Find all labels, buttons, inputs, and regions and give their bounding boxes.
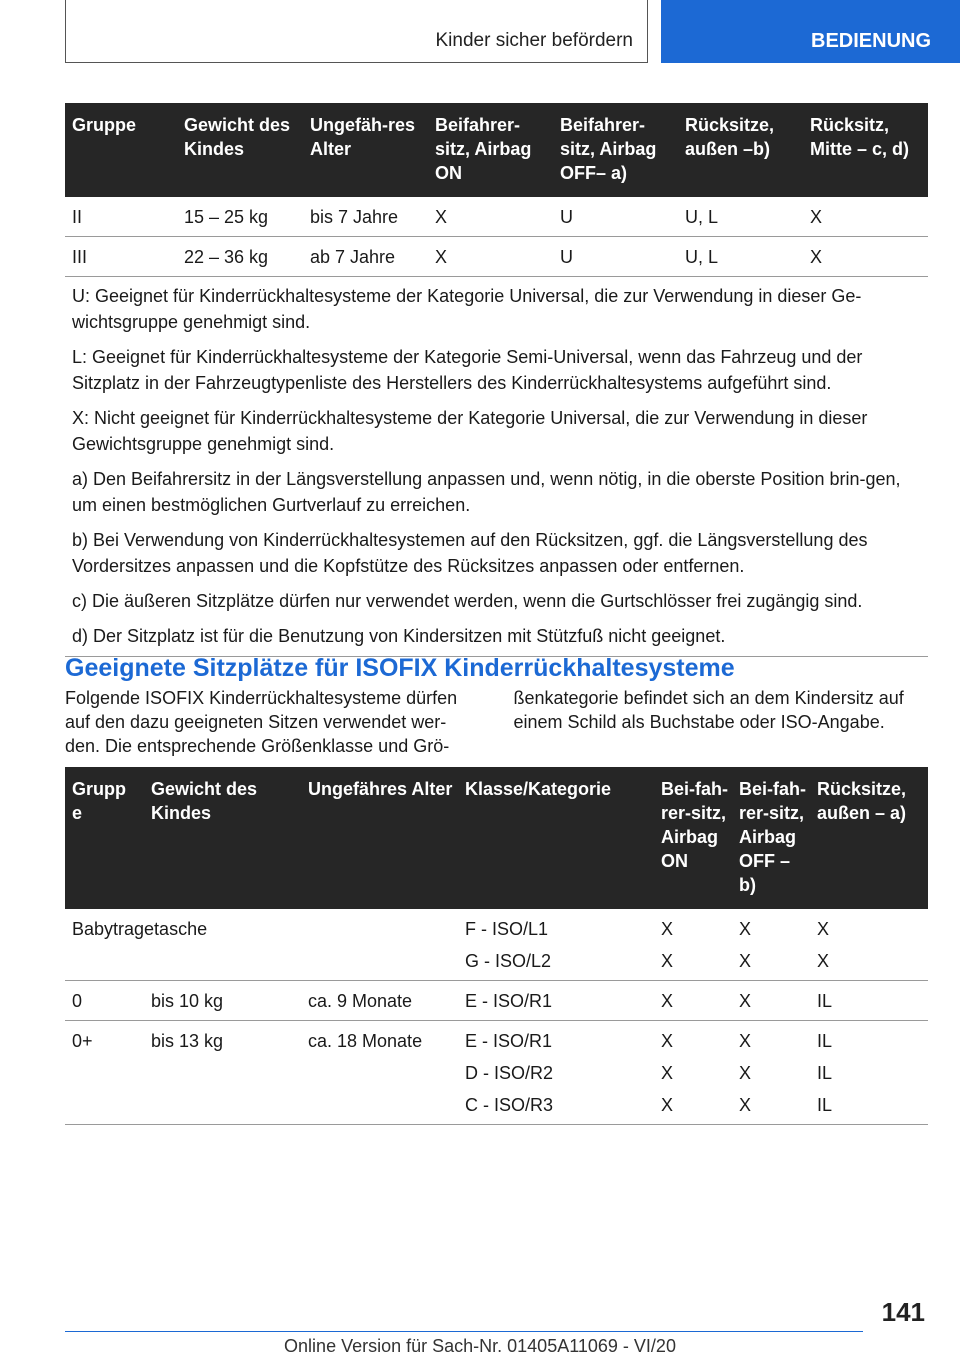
footnote: b) Bei Verwendung von Kinderrückhaltesystemen auf den Rücksitzen, ggf. die Längsverstellung des Vordersitzes anpassen und die Kopfstütze des Rücksitzes anpassen oder entfernen. bbox=[72, 530, 868, 576]
table-cell: U, L bbox=[678, 237, 803, 277]
on-cell bbox=[654, 1021, 732, 1125]
table-row bbox=[65, 1021, 928, 1125]
cell-line: X bbox=[817, 919, 830, 939]
cls-cell bbox=[458, 1021, 654, 1125]
cell-line: X bbox=[739, 1031, 752, 1051]
section-intro bbox=[65, 686, 928, 758]
section-title: Geeignete Sitzplätze für ISOFIX Kinderrückhaltesysteme bbox=[65, 654, 735, 682]
cell-line: X bbox=[739, 1095, 752, 1115]
page-number: 141 bbox=[881, 1297, 925, 1327]
table-header-cell: Rücksitze, außen – a) bbox=[810, 767, 928, 909]
cell-line: X bbox=[739, 919, 752, 939]
table-cell: ab 7 Jahre bbox=[303, 237, 428, 277]
off-cell bbox=[732, 981, 810, 1021]
cell-line: C - ISO/R3 bbox=[465, 1095, 554, 1115]
footnote: L: Geeignet für Kinderrückhaltesysteme der Kategorie Semi-Universal, wenn das Fahrzeug und der Sitzplatz in der Fahrzeugtypenliste des Herstellers des Kinderrückhaltesystems aufgeführt sind. bbox=[72, 347, 863, 393]
table-header-cell: Ungefäh-res Alter bbox=[303, 103, 428, 197]
cell-line: X bbox=[661, 1095, 674, 1115]
table-header-cell: Bei-fah-rer-sitz, Airbag ON bbox=[654, 767, 732, 909]
table-header-cell: Gewicht des Kindes bbox=[177, 103, 303, 197]
table-header-cell: Bei-fah-rer-sitz, Airbag OFF – b) bbox=[732, 767, 810, 909]
cell-line: IL bbox=[817, 1095, 833, 1115]
off-cell bbox=[732, 1021, 810, 1125]
table-cell: X bbox=[803, 237, 928, 277]
cell-line: F - ISO/L1 bbox=[465, 919, 549, 939]
table-header-cell: Ungefähres Alter bbox=[301, 767, 458, 909]
footnote: X: Nicht geeignet für Kinderrückhaltesysteme der Kategorie Universal, die zur Verwendung in dieser Gewichtsgruppe genehmigt sind. bbox=[72, 408, 868, 454]
table-row bbox=[65, 197, 928, 237]
table-cell: III bbox=[65, 237, 177, 277]
table-header-cell: Beifahrer-sitz, Airbag ON bbox=[428, 103, 553, 197]
intro-column-left: Folgende ISOFIX Kinderrückhaltesysteme dürfen auf den dazu geeigneten Sitzen verwendet wer-den. Die entsprechende Größenklasse und Grö- bbox=[65, 688, 458, 756]
cell-line: G - ISO/L2 bbox=[465, 951, 552, 971]
table-header-cell: Grupp e bbox=[65, 767, 144, 909]
table-cell: U bbox=[553, 237, 678, 277]
group-suitability-table bbox=[65, 103, 928, 657]
footnote: a) Den Beifahrersitz in der Längsverstellung anpassen und, wenn nötig, in die oberste Position brin-gen, um einen bestmöglichen Gurtverlauf zu erreichen. bbox=[72, 469, 901, 515]
intro-column-right: ßenkategorie befindet sich an dem Kindersitz auf einem Schild als Buchstabe oder ISO-Angabe. bbox=[513, 688, 904, 732]
rear-cell bbox=[810, 909, 928, 981]
cell-line: X bbox=[739, 951, 752, 971]
off-cell bbox=[732, 909, 810, 981]
weight-cell: bis 13 kg bbox=[144, 1021, 301, 1125]
cell-line: X bbox=[739, 1063, 752, 1083]
table-header-cell: Rücksitze, außen –b) bbox=[678, 103, 803, 197]
notes-cell bbox=[65, 277, 928, 657]
cell-line: IL bbox=[817, 1063, 833, 1083]
cell-line: E - ISO/R1 bbox=[465, 991, 553, 1011]
group-cell: 0 bbox=[65, 981, 144, 1021]
cell-line: D - ISO/R2 bbox=[465, 1063, 554, 1083]
header-chapter-badge: BEDIENUNG bbox=[661, 0, 960, 63]
table-cell: 22 – 36 kg bbox=[177, 237, 303, 277]
age-cell: ca. 9 Monate bbox=[301, 981, 458, 1021]
table-header-cell: Rücksitz, Mitte – c, d) bbox=[803, 103, 928, 197]
cell-line: X bbox=[817, 951, 830, 971]
table-header-row bbox=[65, 103, 928, 197]
table-cell: II bbox=[65, 197, 177, 237]
group-cell: 0+ bbox=[65, 1021, 144, 1125]
table-cell: X bbox=[428, 197, 553, 237]
weight-cell: bis 10 kg bbox=[144, 981, 301, 1021]
footnote: d) Der Sitzplatz ist für die Benutzung von Kindersitzen mit Stützfuß nicht geeignet. bbox=[72, 626, 726, 646]
footnote: c) Die äußeren Sitzplätze dürfen nur verwendet werden, wenn die Gurtschlösser frei zugängig sind. bbox=[72, 591, 863, 611]
cell-line: IL bbox=[817, 1031, 833, 1051]
header-section-title: Kinder sicher befördern bbox=[435, 30, 633, 51]
table-header-row bbox=[65, 767, 928, 909]
table-cell: X bbox=[428, 237, 553, 277]
table-row bbox=[65, 909, 928, 981]
cell-line: X bbox=[661, 1031, 674, 1051]
footer-version-text: Online Version für Sach-Nr. 01405A11069 - VI/20 bbox=[284, 1336, 676, 1356]
table-cell: U bbox=[553, 197, 678, 237]
rear-cell bbox=[810, 981, 928, 1021]
cell-line: IL bbox=[817, 991, 833, 1011]
table-cell: 15 – 25 kg bbox=[177, 197, 303, 237]
cls-cell bbox=[458, 909, 654, 981]
table-row bbox=[65, 237, 928, 277]
on-cell bbox=[654, 909, 732, 981]
cell-line: X bbox=[661, 991, 674, 1011]
table-cell: U, L bbox=[678, 197, 803, 237]
cell-line: E - ISO/R1 bbox=[465, 1031, 553, 1051]
table-header-cell: Klasse/Kategorie bbox=[458, 767, 654, 909]
table-header-cell: Beifahrer-sitz, Airbag OFF– a) bbox=[553, 103, 678, 197]
cell-line: X bbox=[661, 951, 674, 971]
isofix-table bbox=[65, 767, 928, 1125]
cell-line: X bbox=[661, 919, 674, 939]
rear-cell bbox=[810, 1021, 928, 1125]
cls-cell bbox=[458, 981, 654, 1021]
notes-row bbox=[65, 277, 928, 657]
cell-line: X bbox=[661, 1063, 674, 1083]
table-cell: X bbox=[803, 197, 928, 237]
footer-rule bbox=[65, 1331, 863, 1332]
on-cell bbox=[654, 981, 732, 1021]
cell-line: X bbox=[739, 991, 752, 1011]
footnote: U: Geeignet für Kinderrückhaltesysteme der Kategorie Universal, die zur Verwendung in dieser Ge-wichtsgruppe genehmigt sind. bbox=[72, 286, 862, 332]
table-cell: bis 7 Jahre bbox=[303, 197, 428, 237]
table-header-cell: Gruppe bbox=[65, 103, 177, 197]
table-header-cell: Gewicht des Kindes bbox=[144, 767, 301, 909]
age-cell: ca. 18 Monate bbox=[301, 1021, 458, 1125]
header-section-box bbox=[65, 0, 648, 63]
group-cell: Babytragetasche bbox=[65, 909, 458, 981]
table-row bbox=[65, 981, 928, 1021]
